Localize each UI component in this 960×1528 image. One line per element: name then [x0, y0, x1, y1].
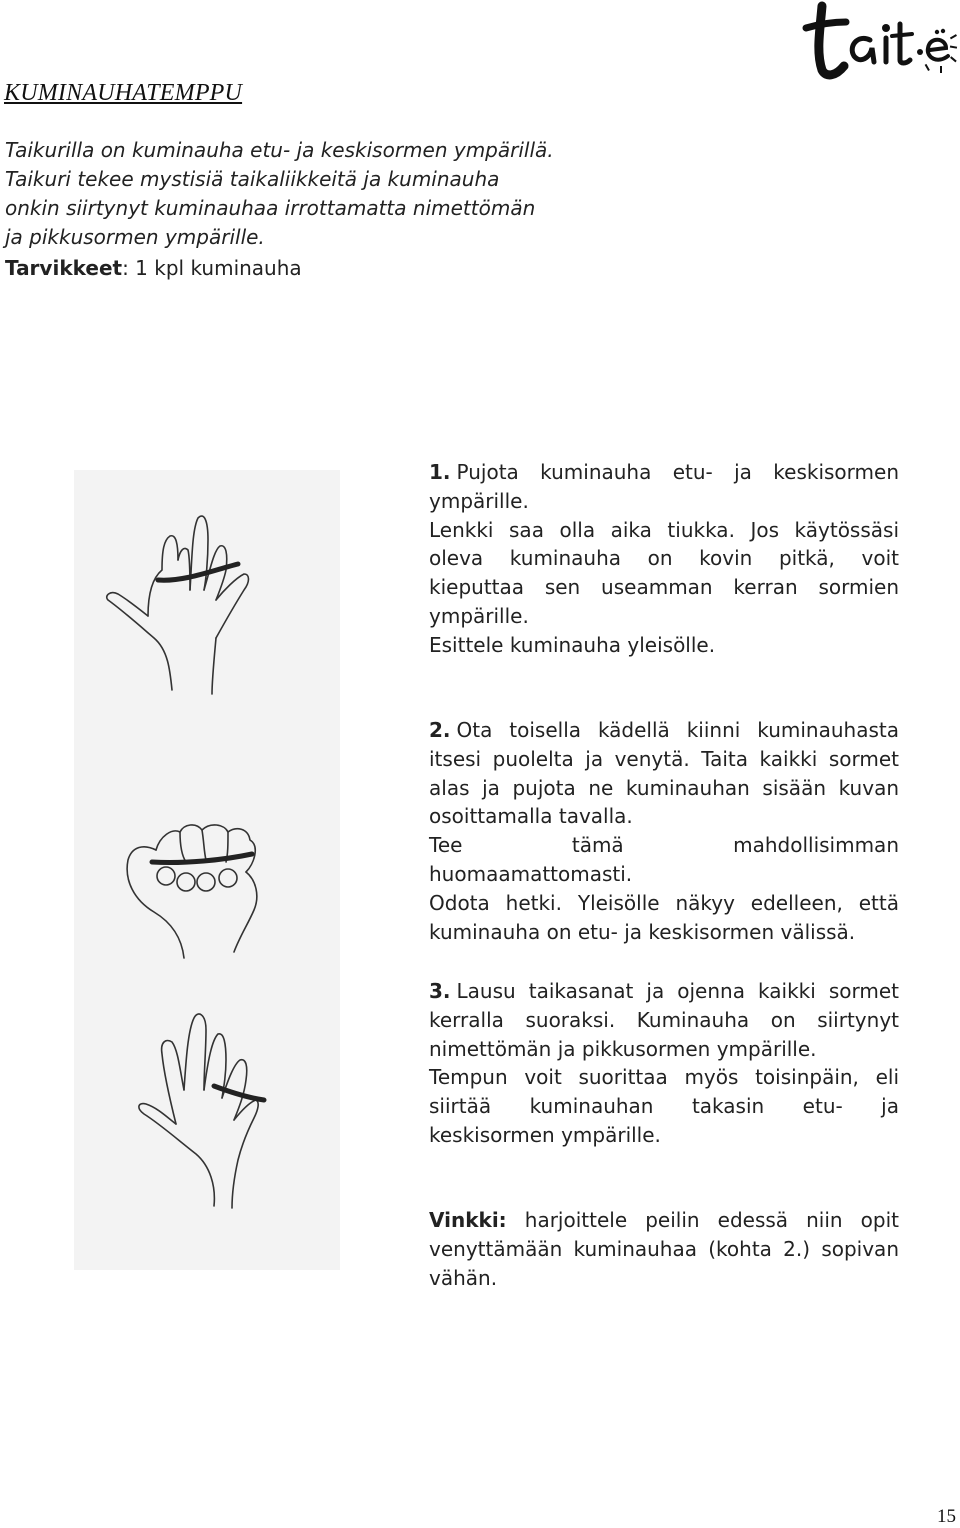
supplies-line — [5, 254, 302, 283]
step-paragraph: Odota hetki. Yleisölle näkyy edelleen, että kuminauha on etu- ja keskisormen välissä. — [429, 890, 899, 944]
tip — [429, 1206, 899, 1292]
step-3 — [429, 977, 899, 1150]
intro-line: onkin siirtynyt kuminauhaa irrottamatta nimettömän — [5, 196, 536, 220]
step-paragraph: Tempun voit suorittaa myös toisinpäin, eli siirtää kuminauhan takasin etu- ja keskisormen ympärille. — [429, 1065, 899, 1147]
step-paragraph: Esittele kuminauha yleisölle. — [429, 632, 716, 657]
page-title: KUMINAUHATEMPPU — [4, 80, 243, 106]
step-paragraph: Lausu taikasanat ja ojenna kaikki sormet kerralla suoraksi. Kuminauha on siirtynyt nimettömän ja pikkusormen ympärille. — [429, 979, 899, 1061]
supplies-label: Tarvikkeet — [5, 256, 123, 280]
hand-step-3-illustration — [114, 1010, 284, 1210]
step-number: 2. — [429, 718, 451, 742]
step-paragraph: Tee tämä mahdollisimman huomaamattomasti. — [429, 833, 899, 886]
step-paragraph: Ota toisella kädellä kiinni kuminauhasta itsesi puolelta ja venytä. Taita kaikki sormet alas ja pujota ne kuminauhan sisään kuvan osoittamalla tavalla. — [429, 718, 899, 829]
page-number: 15 — [937, 1506, 956, 1527]
step-paragraph: Pujota kuminauha etu- ja keskisormen ympärille. — [429, 460, 899, 513]
step-2 — [429, 716, 899, 946]
step-paragraph: Lenkki saa olla aika tiukka. Jos käytössäsi oleva kuminauha on kovin pitkä, voit kieputtaa sen useamman kerran sormien ympärille. — [429, 517, 899, 628]
rubber-band-icon — [152, 854, 252, 863]
intro-line: Taikuri tekee mystisiä taikaliikkeitä ja kuminauha — [5, 167, 500, 191]
intro-line: Taikurilla on kuminauha etu- ja keskisormen ympärillä. — [5, 138, 554, 162]
intro-line: ja pikkusormen ympärille. — [5, 225, 265, 249]
supplies-value: : 1 kpl kuminauha — [122, 256, 302, 280]
hand-step-1-illustration — [104, 510, 274, 695]
step-1 — [429, 458, 899, 660]
intro-text — [5, 136, 605, 252]
step-number: 3. — [429, 979, 451, 1003]
step-number: 1. — [429, 460, 451, 484]
tip-text: harjoittele peilin edessä niin opit venyttämään kuminauhaa (kohta 2.) sopivan vähän. — [429, 1208, 899, 1290]
taite-logo — [800, 0, 960, 82]
illustration-strip — [74, 470, 340, 1270]
hand-step-2-illustration — [124, 820, 304, 960]
tip-label: Vinkki: — [429, 1208, 507, 1232]
